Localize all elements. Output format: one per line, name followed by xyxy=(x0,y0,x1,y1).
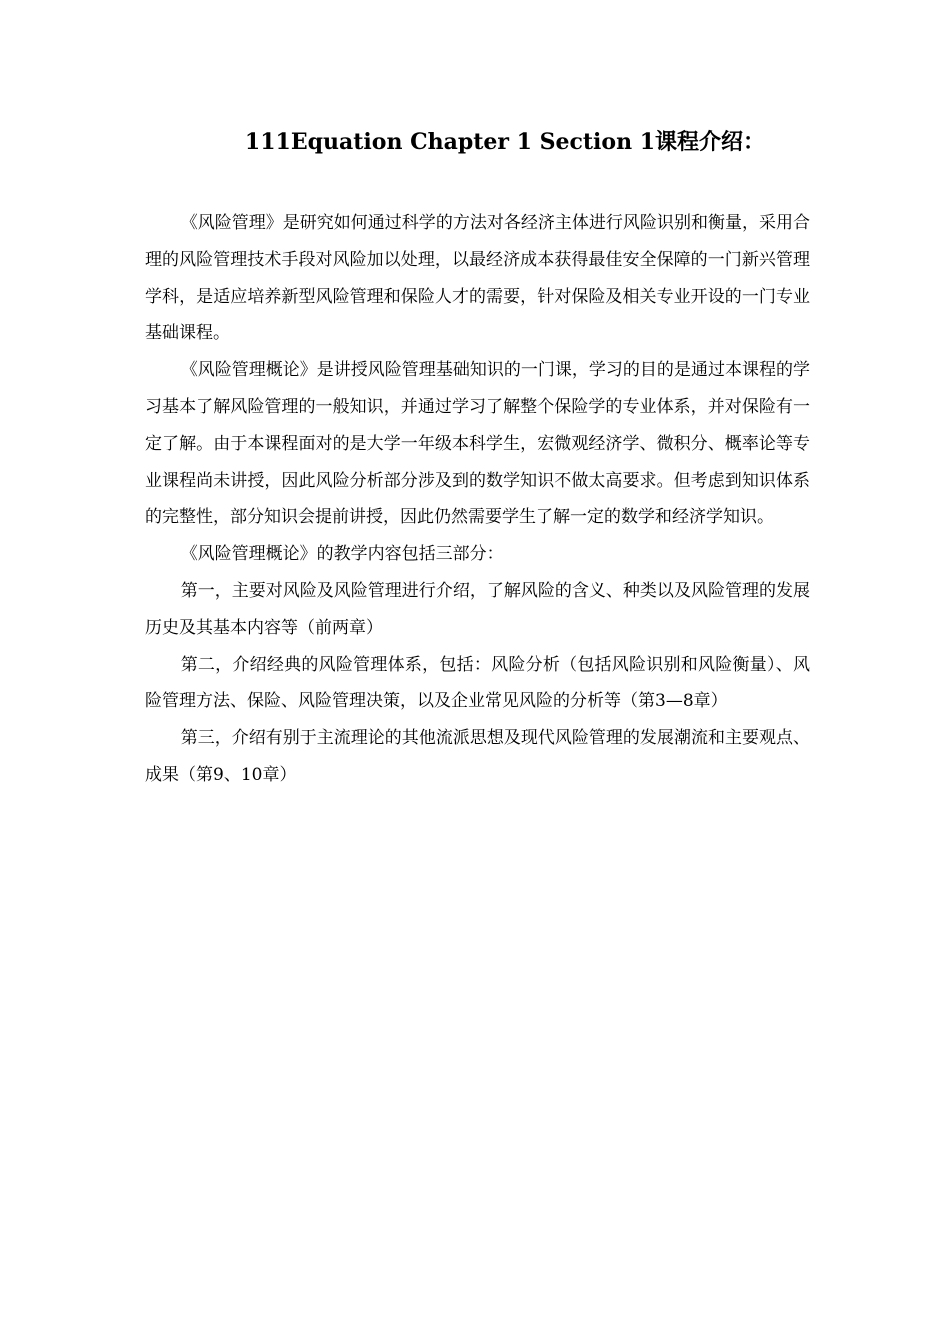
paragraph-part-one: 第一，主要对风险及风险管理进行介绍，了解风险的含义、种类以及风险管理的发展历史及其基本内容等（前两章） xyxy=(145,580,810,638)
paragraph-content-intro: 《风险管理概论》的教学内容包括三部分： xyxy=(180,544,504,565)
paragraph-course-purpose: 《风险管理概论》是讲授风险管理基础知识的一门课，学习的目的是通过本课程的学习基本了解风险管理的一般知识，并通过学习了解整个保险学的专业体系，并对保险有一定了解。由于本课程面对的是大学一年级本科学生，宏微观经济学、微积分、概率论等专业课程尚未讲授，因此风险分析部分涉及到的数学知识不做太高要求。但考虑到知识体系的完整性，部分知识会提前讲授，因此仍然需要学生了解一定的数学和经济学知识。 xyxy=(145,360,810,528)
paragraph-part-three: 第三，介绍有别于主流理论的其他流派思想及现代风险管理的发展潮流和主要观点、成果（第9、10章） xyxy=(145,728,810,785)
paragraph-course-overview: 《风险管理》是研究如何通过科学的方法对各经济主体进行风险识别和衡量，采用合理的风险管理技术手段对风险加以处理，以最经济成本获得最佳安全保障的一门新兴管理学科，是适应培养新型风险管理和保险人才的需要，针对保险及相关专业开设的一门专业基础课程。 xyxy=(145,213,810,344)
document-body xyxy=(145,205,810,794)
paragraph-part-two: 第二，介绍经典的风险管理体系，包括：风险分析（包括风险识别和风险衡量）、风险管理方法、保险、风险管理决策，以及企业常见风险的分析等（第3—8章） xyxy=(145,654,810,712)
document-title: 111Equation Chapter 1 Section 1课程介绍： xyxy=(244,129,766,155)
